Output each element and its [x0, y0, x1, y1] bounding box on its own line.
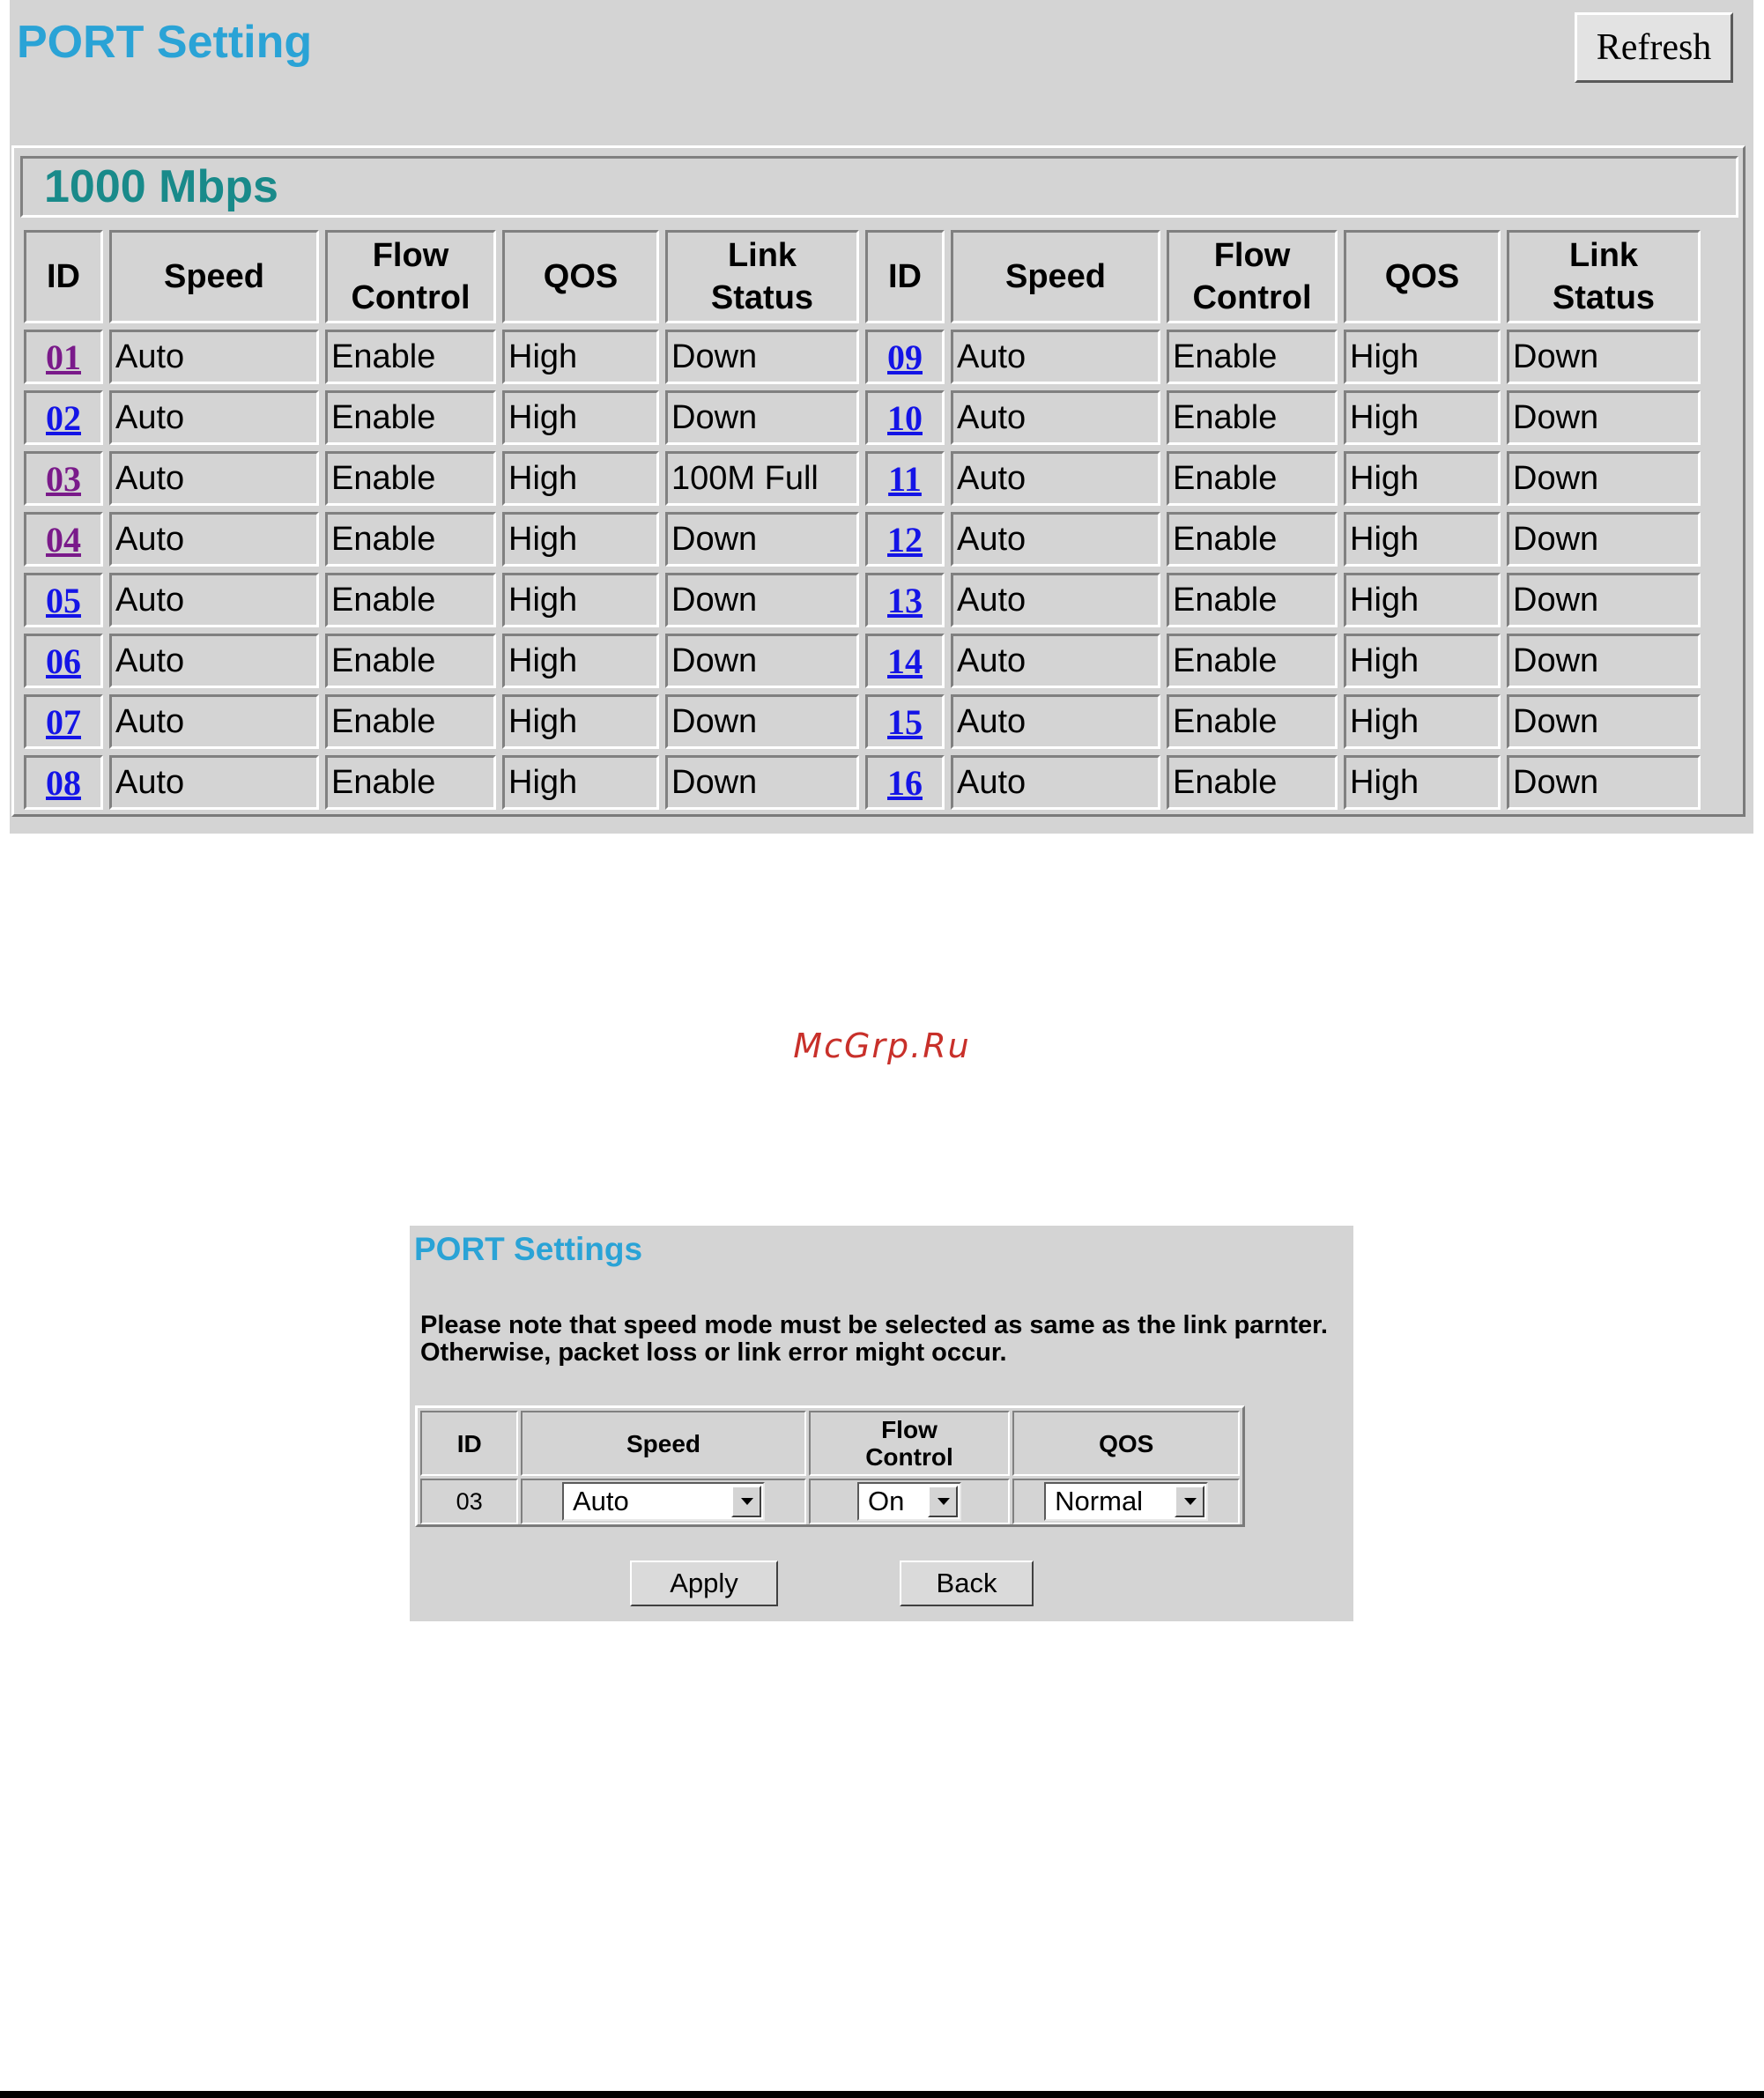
- link-status-cell: Down: [1507, 573, 1701, 627]
- edit-flow-line1: Flow: [881, 1416, 938, 1443]
- flow-control-cell: Enable: [325, 512, 496, 567]
- page-bottom-rule: [0, 2091, 1764, 2098]
- flow-control-select[interactable]: [857, 1482, 961, 1521]
- port-id-cell: [24, 512, 103, 567]
- qos-cell: High: [502, 573, 659, 627]
- link-status-cell: Down: [665, 694, 859, 749]
- qos-cell: High: [1344, 390, 1501, 445]
- col-header-link-line2: Status: [710, 279, 814, 316]
- flow-control-cell: Enable: [325, 451, 496, 506]
- speed-group-header: [20, 156, 1738, 218]
- table-row: [24, 512, 1701, 567]
- flow-control-cell: Enable: [325, 573, 496, 627]
- speed-cell: Auto: [951, 634, 1160, 688]
- edit-col-header-qos: QOS: [1012, 1411, 1240, 1476]
- speed-group-label: 1000 Mbps: [44, 161, 278, 212]
- flow-control-cell: Enable: [325, 755, 496, 810]
- table-row: [24, 451, 1701, 506]
- flow-control-cell: Enable: [1167, 634, 1338, 688]
- port-id-link[interactable]: 12: [887, 519, 923, 560]
- col-header-speed: Speed: [109, 230, 319, 323]
- refresh-button[interactable]: Refresh: [1575, 12, 1733, 83]
- col-header-id: ID: [24, 230, 103, 323]
- flow-control-cell: Enable: [325, 634, 496, 688]
- flow-control-cell: Enable: [325, 330, 496, 384]
- watermark-text: McGrp.Ru: [793, 1027, 971, 1065]
- qos-cell: High: [1344, 755, 1501, 810]
- chevron-down-icon[interactable]: [731, 1486, 761, 1517]
- link-status-cell: Down: [665, 390, 859, 445]
- port-id-cell: [24, 694, 103, 749]
- table-row: [24, 390, 1701, 445]
- table-row: [24, 694, 1701, 749]
- port-id-cell: [24, 573, 103, 627]
- link-status-cell: 100M Full: [665, 451, 859, 506]
- port-setting-panel: [10, 0, 1753, 834]
- note-line-1: Please note that speed mode must be selected as same as the link parnter.: [420, 1311, 1328, 1339]
- port-id-cell: [865, 634, 945, 688]
- qos-cell: High: [502, 390, 659, 445]
- col-header-speed: Speed: [951, 230, 1160, 323]
- port-id-link[interactable]: 05: [46, 580, 81, 620]
- qos-select-value: Normal: [1055, 1486, 1144, 1516]
- col-header-qos: QOS: [502, 230, 659, 323]
- link-status-cell: Down: [1507, 694, 1701, 749]
- speed-mode-note: [420, 1312, 1354, 1367]
- port-id-link[interactable]: 08: [46, 762, 81, 803]
- port-table-frame: [11, 145, 1745, 817]
- col-header-flow-line2: Control: [351, 279, 471, 316]
- qos-cell: High: [502, 330, 659, 384]
- speed-cell: Auto: [951, 390, 1160, 445]
- col-header-link-line1: Link: [1568, 237, 1639, 274]
- port-id-cell: [24, 451, 103, 506]
- port-id-link[interactable]: 03: [46, 458, 81, 499]
- apply-button[interactable]: Apply: [630, 1561, 778, 1606]
- edit-col-header-id: ID: [420, 1411, 518, 1476]
- port-id-cell: [865, 390, 945, 445]
- port-id-cell: [24, 330, 103, 384]
- edit-port-id: 03: [420, 1479, 518, 1524]
- link-status-cell: Down: [1507, 390, 1701, 445]
- speed-cell: Auto: [951, 330, 1160, 384]
- flow-control-cell: Enable: [1167, 573, 1338, 627]
- qos-cell: High: [1344, 451, 1501, 506]
- speed-cell: Auto: [951, 694, 1160, 749]
- port-id-link[interactable]: 01: [46, 337, 81, 377]
- flow-control-cell: Enable: [1167, 512, 1338, 567]
- port-id-link[interactable]: 07: [46, 701, 81, 742]
- port-id-link[interactable]: 10: [887, 397, 923, 438]
- port-id-cell: [24, 634, 103, 688]
- col-header-link-status: [1507, 230, 1701, 323]
- port-id-cell: [24, 755, 103, 810]
- edit-col-header-flow-control: [809, 1411, 1011, 1476]
- flow-control-cell: Enable: [325, 390, 496, 445]
- col-header-link-status: [665, 230, 859, 323]
- qos-cell: High: [502, 512, 659, 567]
- port-id-cell: [24, 390, 103, 445]
- link-status-cell: Down: [665, 634, 859, 688]
- port-status-table: [18, 224, 1707, 816]
- flow-control-cell: Enable: [1167, 694, 1338, 749]
- col-header-flow-line1: Flow: [372, 237, 449, 274]
- speed-cell: Auto: [951, 573, 1160, 627]
- link-status-cell: Down: [1507, 451, 1701, 506]
- qos-cell: High: [502, 451, 659, 506]
- link-status-cell: Down: [665, 573, 859, 627]
- table-row: [24, 634, 1701, 688]
- qos-cell: High: [1344, 330, 1501, 384]
- speed-cell: Auto: [109, 512, 319, 567]
- flow-control-cell: Enable: [1167, 755, 1338, 810]
- qos-select[interactable]: [1044, 1482, 1208, 1521]
- chevron-down-icon[interactable]: [1175, 1486, 1204, 1517]
- chevron-down-icon[interactable]: [928, 1486, 958, 1517]
- port-edit-frame: [415, 1405, 1245, 1527]
- speed-cell: Auto: [109, 634, 319, 688]
- col-header-qos: QOS: [1344, 230, 1501, 323]
- note-line-2: Otherwise, packet loss or link error might occur.: [420, 1338, 1007, 1367]
- edit-row: [420, 1479, 1240, 1524]
- port-id-cell: [865, 573, 945, 627]
- port-id-link[interactable]: 04: [46, 519, 81, 560]
- qos-cell: [1012, 1479, 1240, 1524]
- speed-cell: Auto: [109, 451, 319, 506]
- col-header-link-line1: Link: [727, 237, 797, 274]
- speed-cell: Auto: [951, 451, 1160, 506]
- speed-cell: Auto: [109, 330, 319, 384]
- section-title: PORT Settings: [414, 1231, 643, 1267]
- table-row: [24, 330, 1701, 384]
- port-id-link[interactable]: 14: [887, 641, 923, 681]
- speed-select[interactable]: [562, 1482, 765, 1521]
- port-id-cell: [865, 451, 945, 506]
- port-id-cell: [865, 755, 945, 810]
- col-header-flow-line1: Flow: [1213, 237, 1291, 274]
- col-header-flow-control: [1167, 230, 1338, 323]
- link-status-cell: Down: [665, 755, 859, 810]
- edit-header-row: [420, 1411, 1240, 1476]
- speed-cell: [521, 1479, 805, 1524]
- flow-control-cell: Enable: [1167, 451, 1338, 506]
- col-header-link-line2: Status: [1552, 279, 1656, 316]
- port-settings-panel: [410, 1226, 1353, 1621]
- back-button[interactable]: Back: [900, 1561, 1034, 1606]
- qos-cell: High: [502, 755, 659, 810]
- link-status-cell: Down: [1507, 330, 1701, 384]
- qos-cell: High: [1344, 694, 1501, 749]
- flow-control-cell: Enable: [1167, 330, 1338, 384]
- flow-control-cell: Enable: [1167, 390, 1338, 445]
- speed-cell: Auto: [109, 755, 319, 810]
- port-id-link[interactable]: 15: [887, 701, 923, 742]
- edit-col-header-speed: Speed: [521, 1411, 805, 1476]
- qos-cell: High: [502, 634, 659, 688]
- port-id-cell: [865, 330, 945, 384]
- flow-control-cell: Enable: [325, 694, 496, 749]
- link-status-cell: Down: [1507, 755, 1701, 810]
- flow-control-select-value: On: [867, 1486, 905, 1516]
- speed-cell: Auto: [109, 390, 319, 445]
- flow-cell: [809, 1479, 1011, 1524]
- port-id-link[interactable]: 02: [46, 397, 81, 438]
- speed-select-value: Auto: [572, 1486, 629, 1516]
- port-id-cell: [865, 694, 945, 749]
- link-status-cell: Down: [665, 330, 859, 384]
- qos-cell: High: [502, 694, 659, 749]
- table-header-row: [24, 230, 1701, 323]
- col-header-flow-line2: Control: [1192, 279, 1312, 316]
- table-row: [24, 573, 1701, 627]
- port-id-link[interactable]: 11: [888, 458, 922, 499]
- qos-cell: High: [1344, 573, 1501, 627]
- speed-cell: Auto: [109, 694, 319, 749]
- speed-cell: Auto: [951, 512, 1160, 567]
- edit-flow-line2: Control: [865, 1443, 953, 1471]
- speed-cell: Auto: [109, 573, 319, 627]
- col-header-id: ID: [865, 230, 945, 323]
- link-status-cell: Down: [665, 512, 859, 567]
- table-row: [24, 755, 1701, 810]
- port-id-link[interactable]: 16: [887, 762, 923, 803]
- qos-cell: High: [1344, 634, 1501, 688]
- port-id-cell: [865, 512, 945, 567]
- port-edit-table: [418, 1408, 1242, 1527]
- speed-cell: Auto: [951, 755, 1160, 810]
- qos-cell: High: [1344, 512, 1501, 567]
- page-title: PORT Setting: [17, 17, 313, 68]
- port-id-link[interactable]: 13: [887, 580, 923, 620]
- port-id-link[interactable]: 09: [887, 337, 923, 377]
- link-status-cell: Down: [1507, 634, 1701, 688]
- col-header-flow-control: [325, 230, 496, 323]
- link-status-cell: Down: [1507, 512, 1701, 567]
- port-id-link[interactable]: 06: [46, 641, 81, 681]
